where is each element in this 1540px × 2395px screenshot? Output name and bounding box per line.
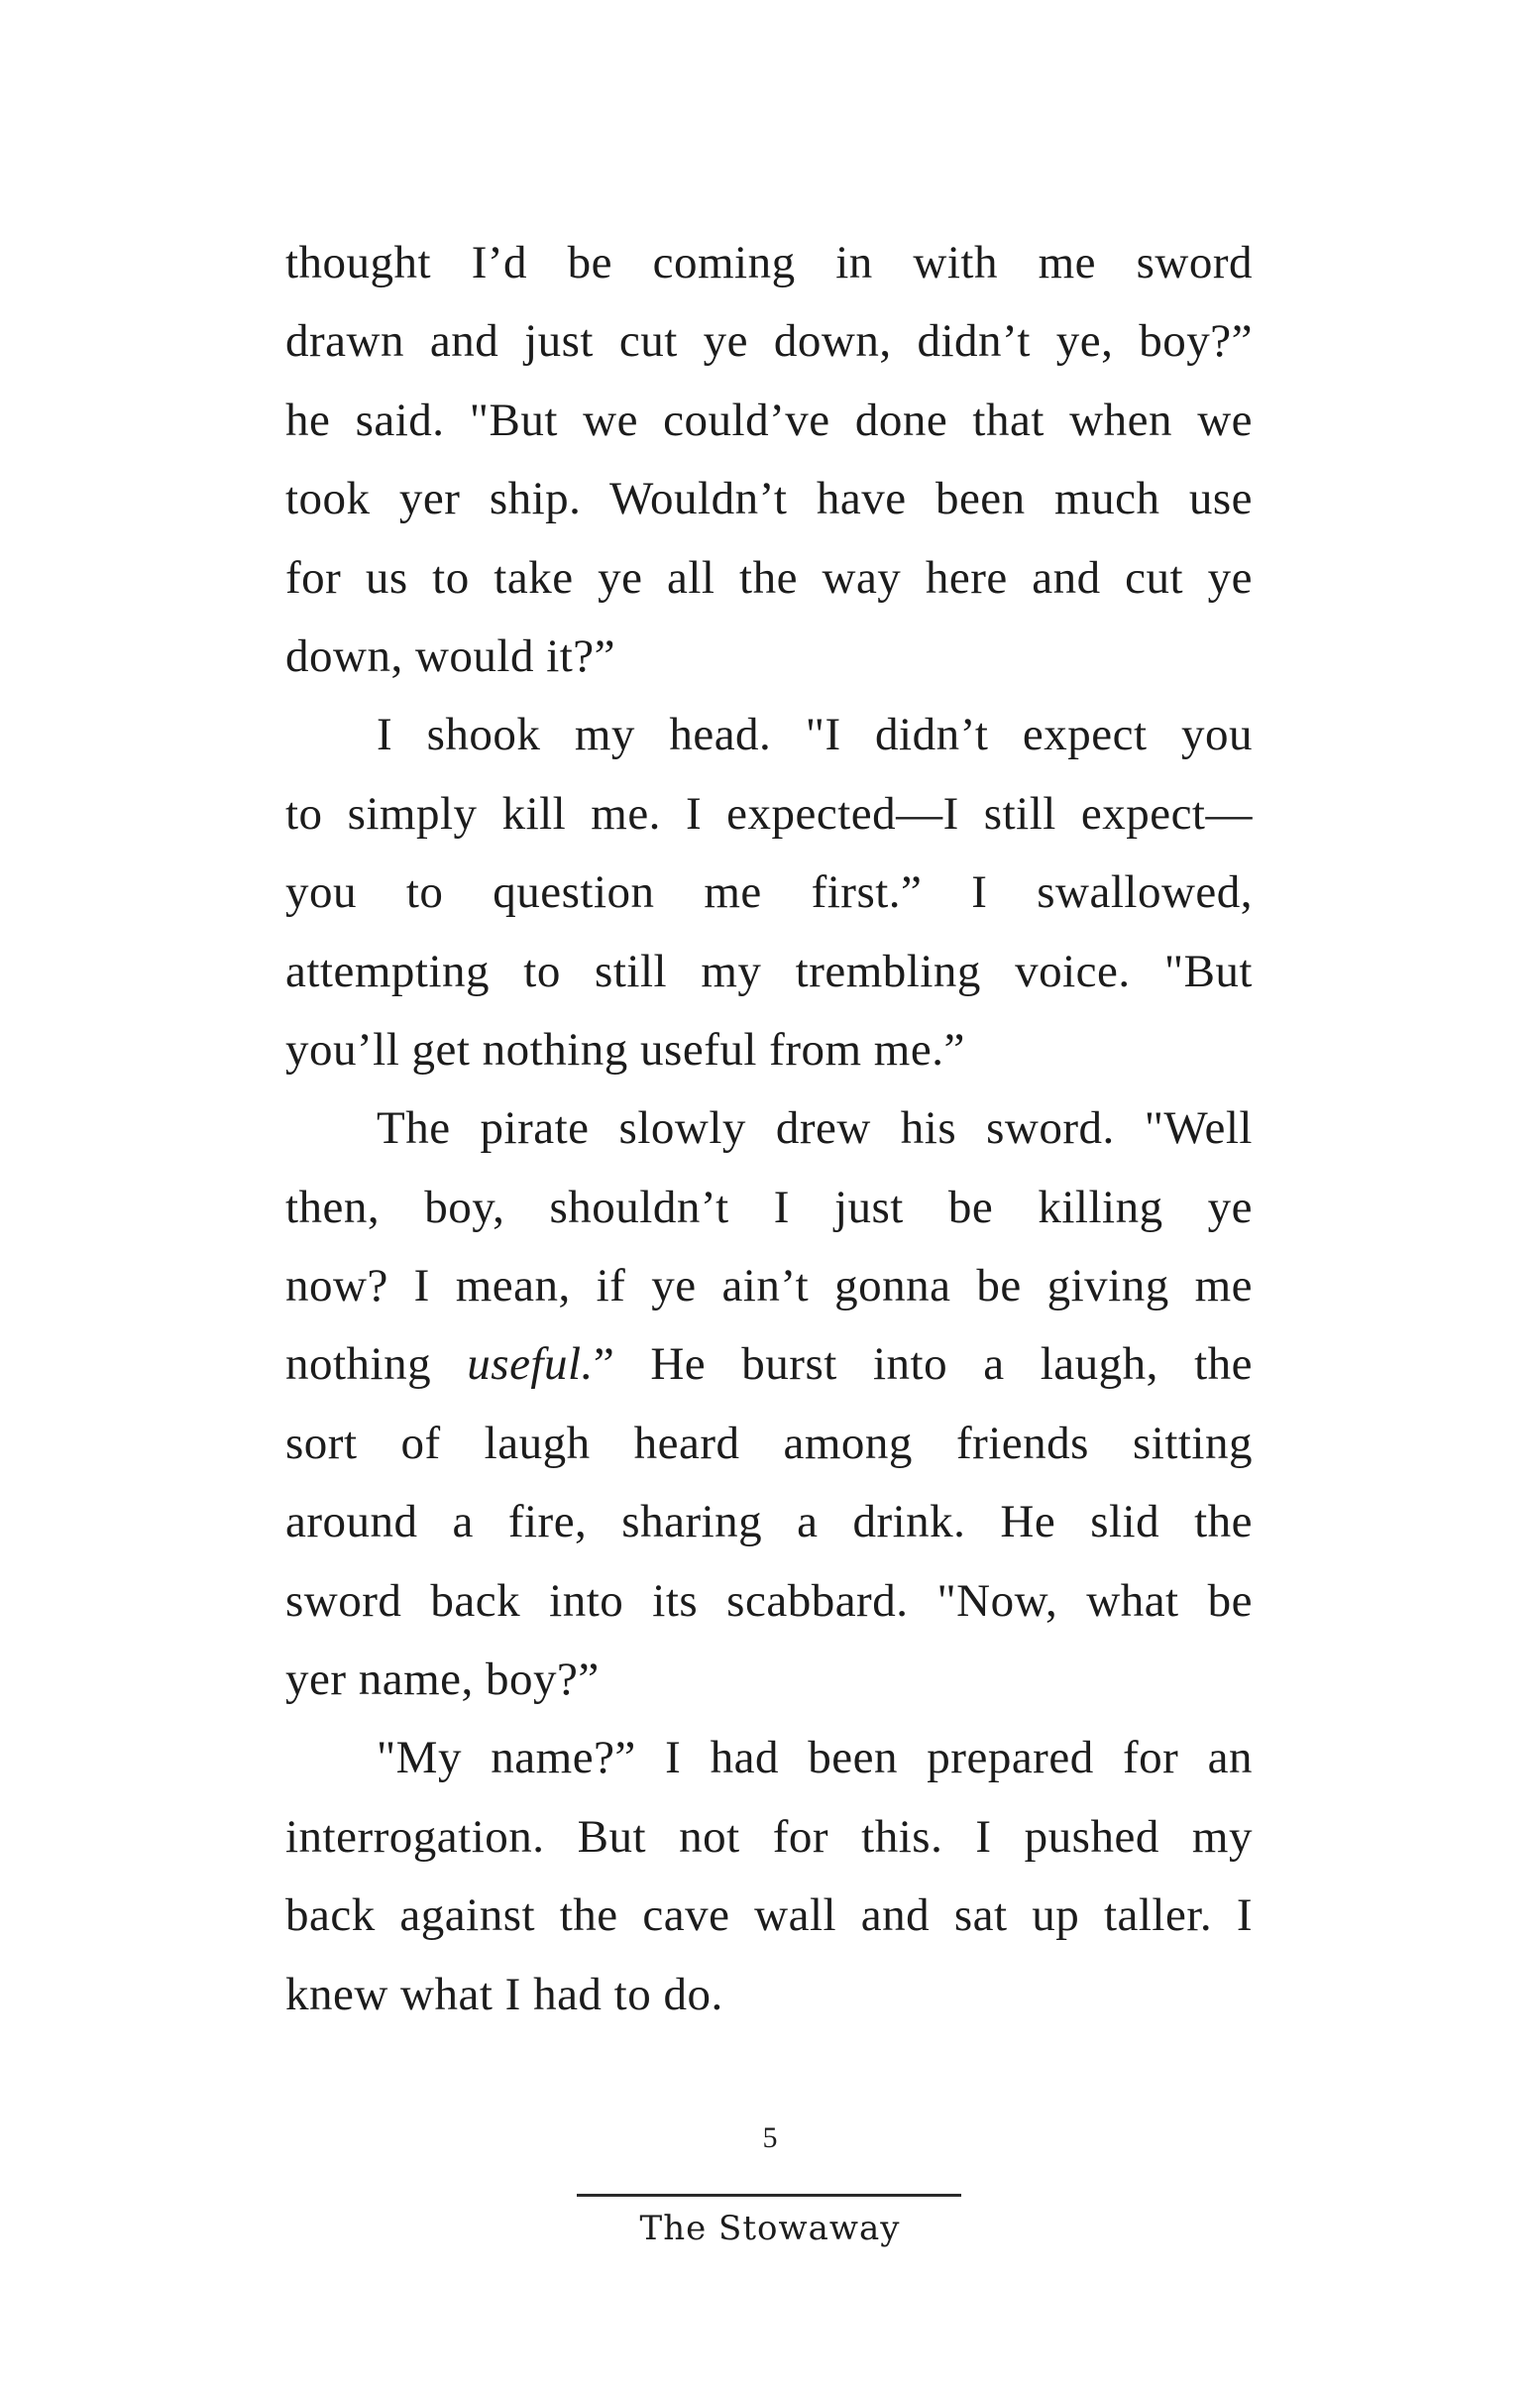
page-body	[285, 224, 1253, 2034]
text-line: you to question me first.” I swallowed,	[285, 866, 1253, 919]
text-line: to simply kill me. I expected—I still expect—	[285, 787, 1253, 840]
text-line: sword back into its scabbard. "Now, what be	[285, 1574, 1253, 1627]
text-line: interrogation. But not for this. I pushed my	[285, 1810, 1253, 1863]
text-line: he said. "But we could’ve done that when we	[285, 394, 1253, 446]
text-line: down, would it?”	[285, 629, 616, 682]
text-line: now? I mean, if ye ain’t gonna be giving me	[285, 1260, 1253, 1312]
text-line: "My name?” I had been prepared for an	[377, 1732, 1253, 1784]
text-line: then, boy, shouldn’t I just be killing ye	[285, 1181, 1253, 1233]
text-line: around a fire, sharing a drink. He slid the	[285, 1496, 1253, 1548]
text-line: took yer ship. Wouldn’t have been much use	[285, 473, 1253, 525]
text-line: for us to take ye all the way here and cut ye	[285, 551, 1253, 604]
text-segment: nothing	[285, 1338, 468, 1391]
text-line: attempting to still my trembling voice. "But	[285, 945, 1253, 997]
text-line: yer name, boy?”	[285, 1654, 600, 1706]
footer-divider	[577, 2194, 961, 2197]
page-number: 5	[762, 2121, 778, 2154]
text-line: sort of laugh heard among friends sitting	[285, 1417, 1253, 1469]
text-line	[285, 1325, 1253, 1404]
italic-word: useful.	[467, 1338, 594, 1391]
book-title: The Stowaway	[639, 2209, 901, 2248]
text-line: knew what I had to do.	[285, 1968, 723, 2020]
text-line: drawn and just cut ye down, didn’t ye, boy?”	[285, 315, 1253, 368]
text-segment: ” He burst into a laugh, the	[593, 1338, 1253, 1391]
text-line: thought I’d be coming in with me sword	[285, 237, 1253, 288]
text-line: back against the cave wall and sat up taller. I	[285, 1889, 1253, 1942]
text-line: The pirate slowly drew his sword. "Well	[377, 1102, 1253, 1155]
text-line: you’ll get nothing useful from me.”	[285, 1023, 965, 1076]
text-line: I shook my head. "I didn’t expect you	[377, 709, 1253, 761]
